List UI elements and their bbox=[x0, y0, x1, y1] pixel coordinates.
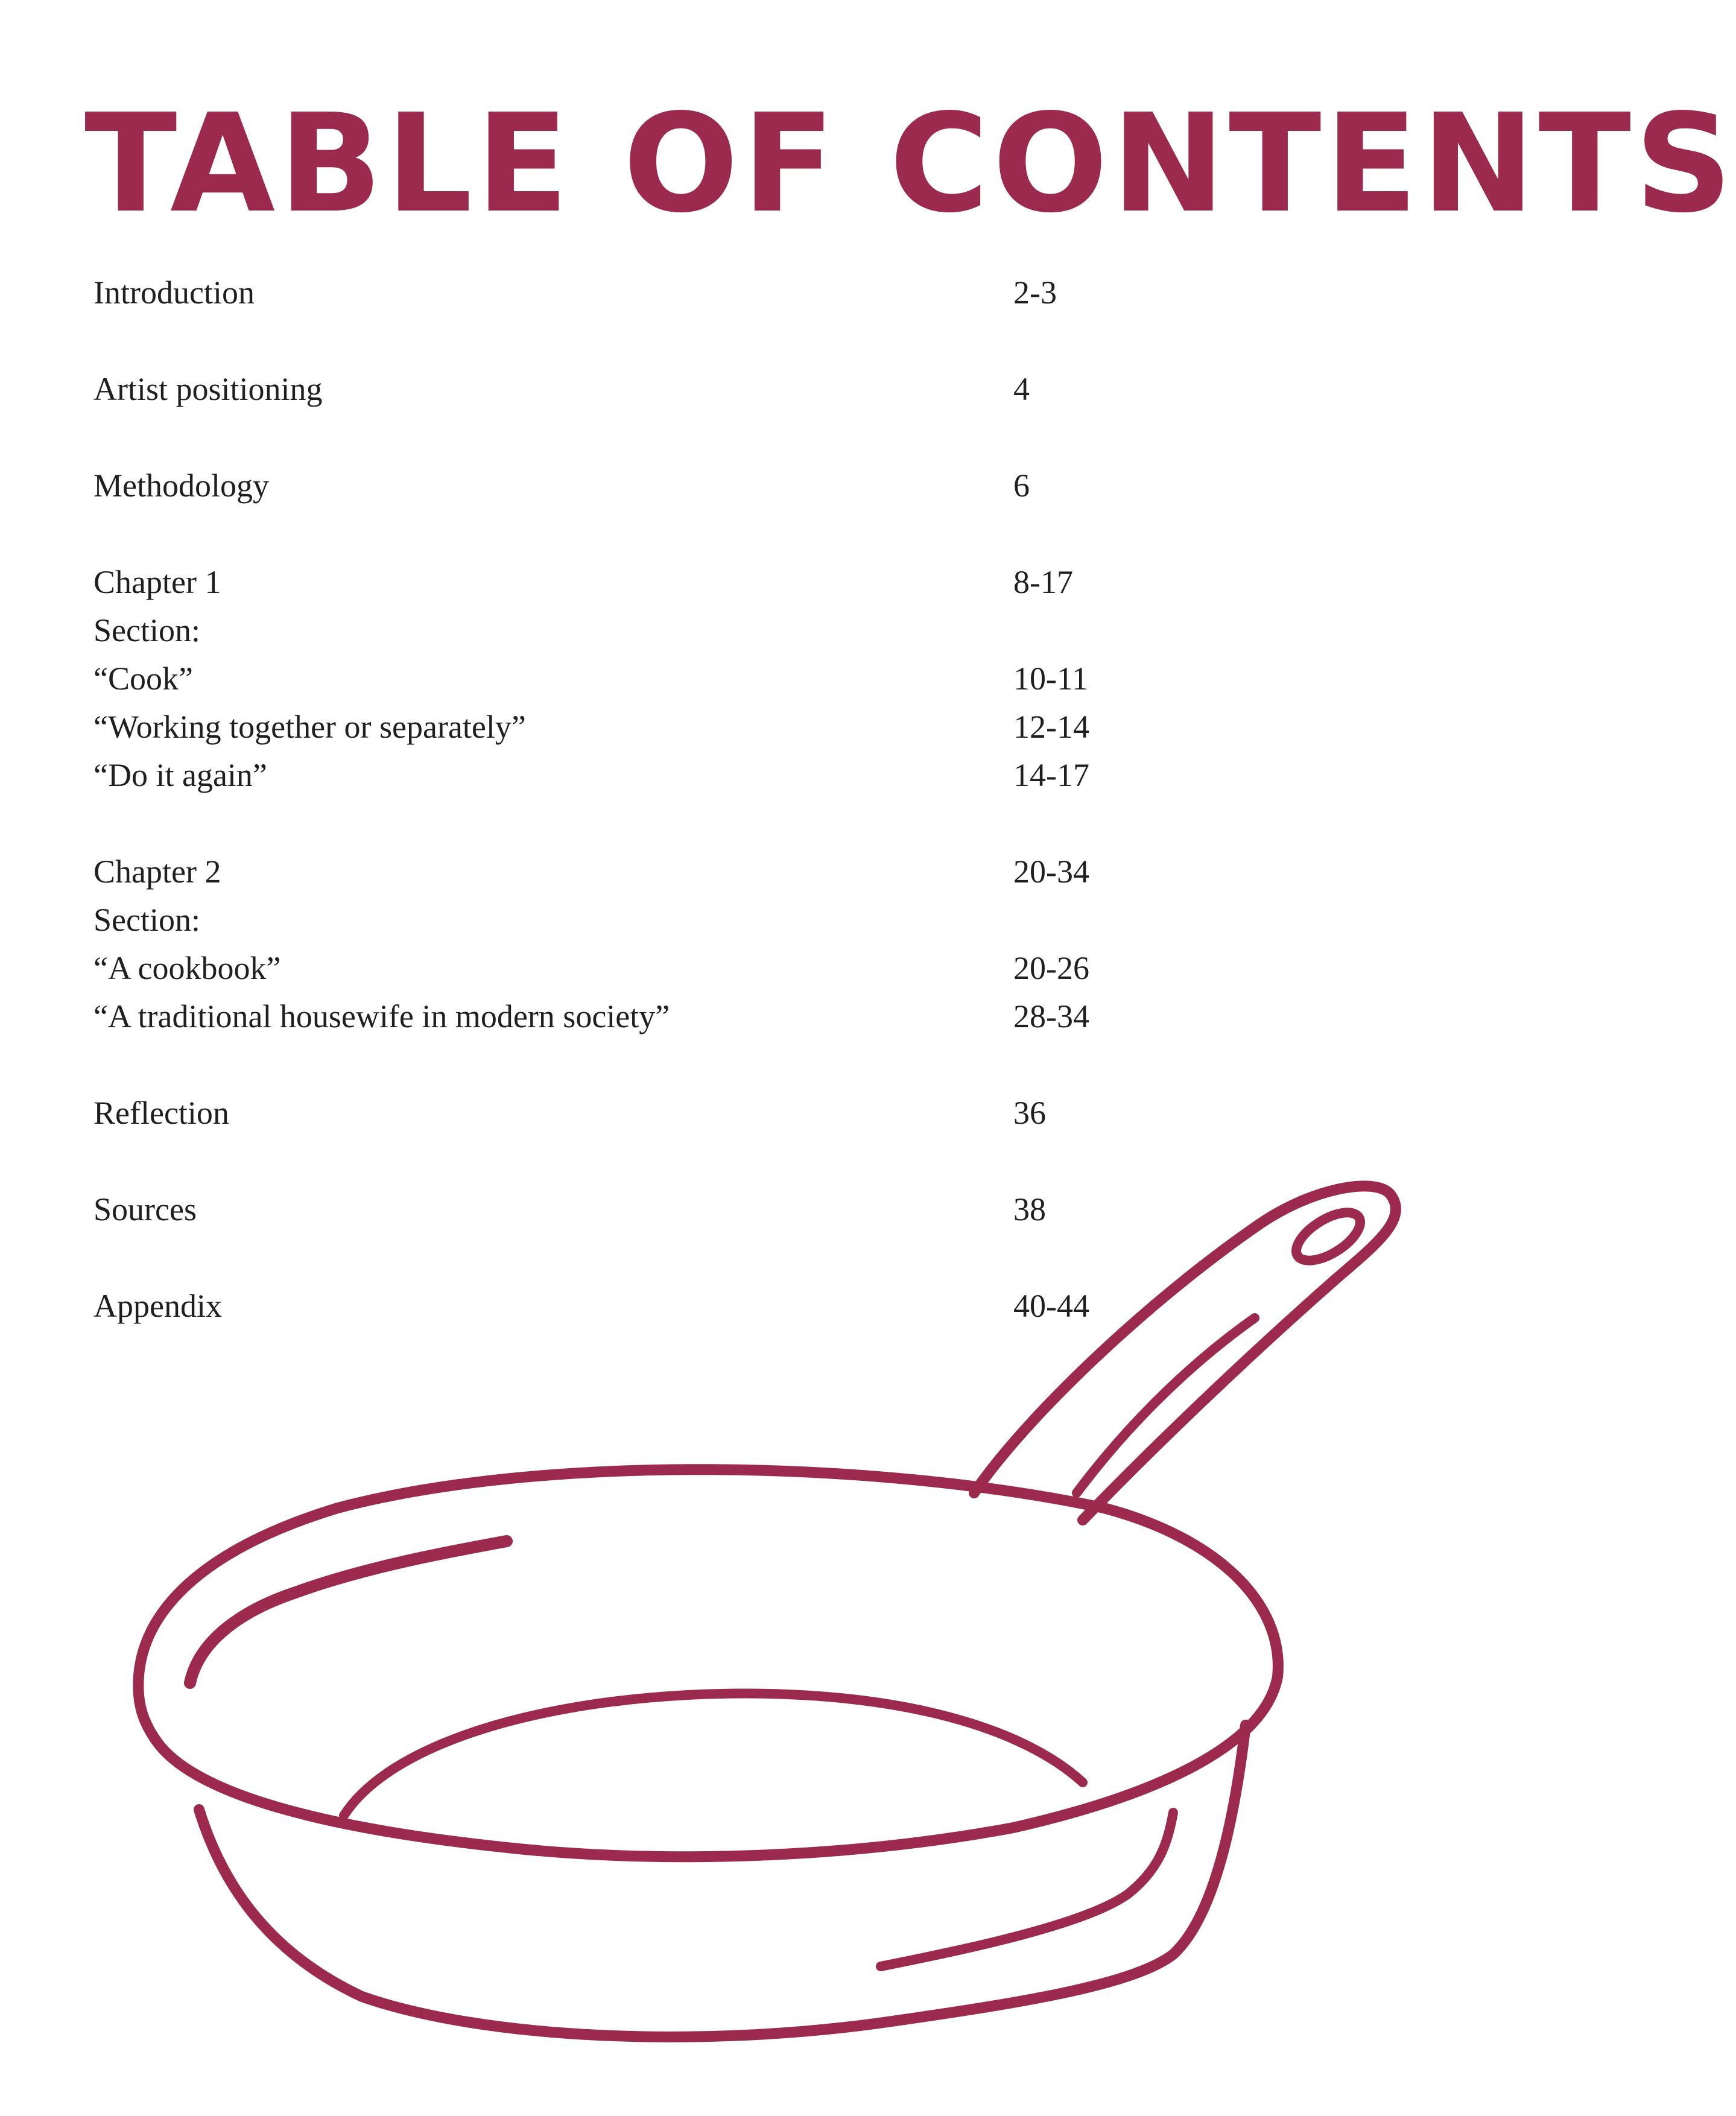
toc-entry bbox=[93, 847, 1119, 896]
toc-entry-page: 28-34 bbox=[1013, 998, 1089, 1034]
toc-entry bbox=[93, 944, 1119, 992]
toc-entry-label: “A traditional housewife in modern society” bbox=[93, 998, 670, 1034]
toc-entry bbox=[93, 654, 1119, 703]
toc-entry bbox=[93, 268, 1119, 317]
toc-entry bbox=[93, 751, 1119, 799]
toc-entry-label: “Working together or separately” bbox=[93, 709, 526, 745]
toc-entry-page: 14-17 bbox=[1013, 757, 1089, 793]
toc-entry-page: 8-17 bbox=[1013, 564, 1073, 600]
toc-entry-page: 36 bbox=[1013, 1095, 1046, 1131]
toc-entry bbox=[93, 703, 1119, 751]
toc-entry bbox=[93, 1282, 1119, 1330]
toc-entry bbox=[93, 896, 1119, 944]
toc-entry-label: Artist positioning bbox=[93, 371, 323, 407]
toc-entry bbox=[93, 606, 1119, 654]
toc-entry-page: 20-34 bbox=[1013, 854, 1089, 890]
toc-entry-page: 10-11 bbox=[1013, 660, 1088, 697]
toc-entry-page: 2-3 bbox=[1013, 274, 1057, 311]
toc-entry bbox=[93, 461, 1119, 510]
toc-entry bbox=[93, 365, 1119, 413]
toc-entry-label: “Do it again” bbox=[93, 757, 267, 793]
toc-entry-label: Reflection bbox=[93, 1095, 229, 1131]
toc-entry-label: Appendix bbox=[93, 1288, 222, 1324]
toc-entry-label: Section: bbox=[93, 612, 200, 648]
table-of-contents bbox=[93, 268, 1119, 1330]
toc-entry-label: Chapter 1 bbox=[93, 564, 221, 600]
page-title: TABLE OF CONTENTS bbox=[84, 85, 1736, 243]
toc-entry bbox=[93, 1089, 1119, 1137]
toc-entry-page: 20-26 bbox=[1013, 950, 1089, 986]
toc-entry-page: 12-14 bbox=[1013, 709, 1089, 745]
toc-entry-page: 6 bbox=[1013, 467, 1030, 504]
toc-entry-label: Methodology bbox=[93, 467, 269, 504]
toc-entry-label: “Cook” bbox=[93, 660, 193, 697]
toc-entry bbox=[93, 992, 1119, 1041]
toc-entry-label: “A cookbook” bbox=[93, 950, 281, 986]
toc-entry-page: 4 bbox=[1013, 371, 1030, 407]
toc-entry-page: 40-44 bbox=[1013, 1288, 1089, 1324]
toc-entry-label: Chapter 2 bbox=[93, 854, 221, 890]
toc-entry-page: 38 bbox=[1013, 1191, 1046, 1227]
toc-entry bbox=[93, 1185, 1119, 1234]
toc-entry bbox=[93, 558, 1119, 606]
toc-entry-label: Introduction bbox=[93, 274, 255, 311]
toc-entry-label: Sources bbox=[93, 1191, 197, 1227]
toc-entry-label: Section: bbox=[93, 902, 200, 938]
